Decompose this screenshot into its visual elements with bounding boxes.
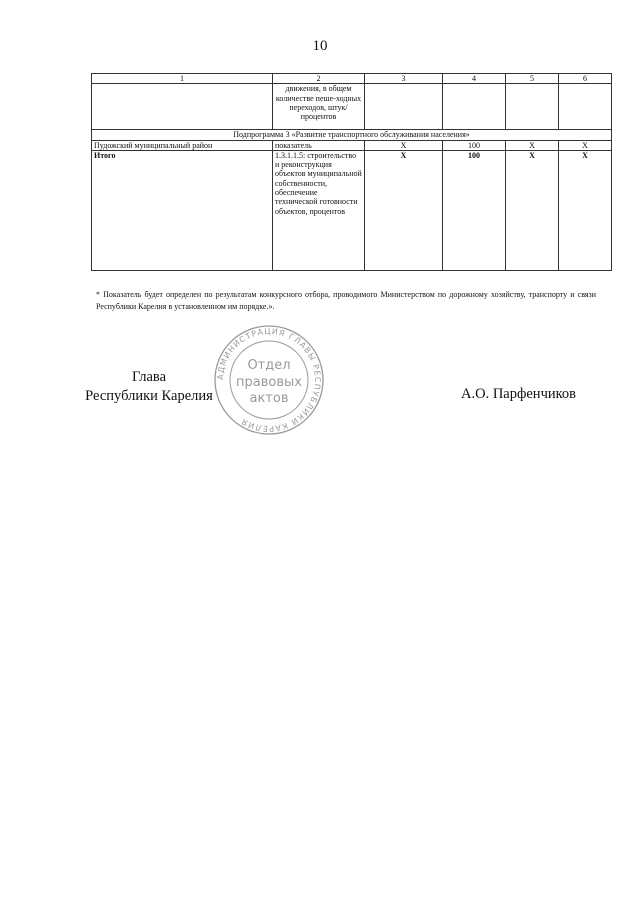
footnote: * Показатель будет определен по результатам конкурсного отбора, проводимого Министерством по дорожному хозяйству, транспорту и связи Республики Карелия в установленном им порядке.». bbox=[96, 290, 596, 311]
page-number: 10 bbox=[312, 38, 328, 54]
table-cell: 100 bbox=[443, 150, 506, 270]
header-cell: 2 bbox=[273, 74, 365, 84]
table-header-row bbox=[92, 74, 612, 84]
signatory-title-line-1: Глава bbox=[131, 369, 167, 385]
header-cell: 5 bbox=[506, 74, 559, 84]
header-cell: 1 bbox=[92, 74, 273, 84]
table-row bbox=[92, 140, 612, 150]
table-row bbox=[92, 84, 612, 130]
table-cell: X bbox=[506, 140, 559, 150]
table-cell: 100 bbox=[443, 140, 506, 150]
header-cell: 6 bbox=[559, 74, 612, 84]
table-cell: показатель bbox=[273, 140, 365, 150]
table-cell: X bbox=[365, 150, 443, 270]
signatory-title bbox=[81, 368, 217, 406]
stamp-line-1: Отдел bbox=[247, 358, 291, 373]
total-row bbox=[92, 150, 612, 270]
table-cell: Пудожский муниципальный район bbox=[92, 140, 273, 150]
signatory-name: А.О. Парфенчиков bbox=[461, 386, 577, 402]
table-cell: X bbox=[365, 140, 443, 150]
stamp-line-2: правовых bbox=[236, 375, 302, 390]
stamp-line-3: актов bbox=[249, 391, 289, 406]
table-cell bbox=[506, 84, 559, 130]
header-cell: 4 bbox=[443, 74, 506, 84]
indicators-table bbox=[91, 73, 612, 271]
stamp-seal bbox=[203, 325, 335, 435]
signatory-title-line-2: Республики Карелия bbox=[85, 388, 213, 404]
table-cell: 1.3.1.1.5: строительство и реконструкция объектов муниципальной собственности, обеспечение технической готовности объектов, процентов bbox=[273, 150, 365, 270]
table-cell: Итого bbox=[92, 150, 273, 270]
table-cell bbox=[365, 84, 443, 130]
table-cell: X bbox=[559, 140, 612, 150]
table-cell bbox=[92, 84, 273, 130]
table-cell: X bbox=[559, 150, 612, 270]
table-cell bbox=[443, 84, 506, 130]
subprogram-title: Подпрограмма 3 «Развитие транспортного обслуживания населения» bbox=[92, 130, 612, 140]
table-cell bbox=[559, 84, 612, 130]
subprogram-row bbox=[92, 130, 612, 140]
stamp-ring-text: АДМИНИСТРАЦИЯ ГЛАВЫ РЕСПУБЛИКИ КАРЕЛИЯ bbox=[215, 326, 323, 434]
table-cell: движения, в общем количестве пеше-ходных переходов, штук/процентов bbox=[273, 84, 365, 130]
header-cell: 3 bbox=[365, 74, 443, 84]
table-cell: X bbox=[506, 150, 559, 270]
